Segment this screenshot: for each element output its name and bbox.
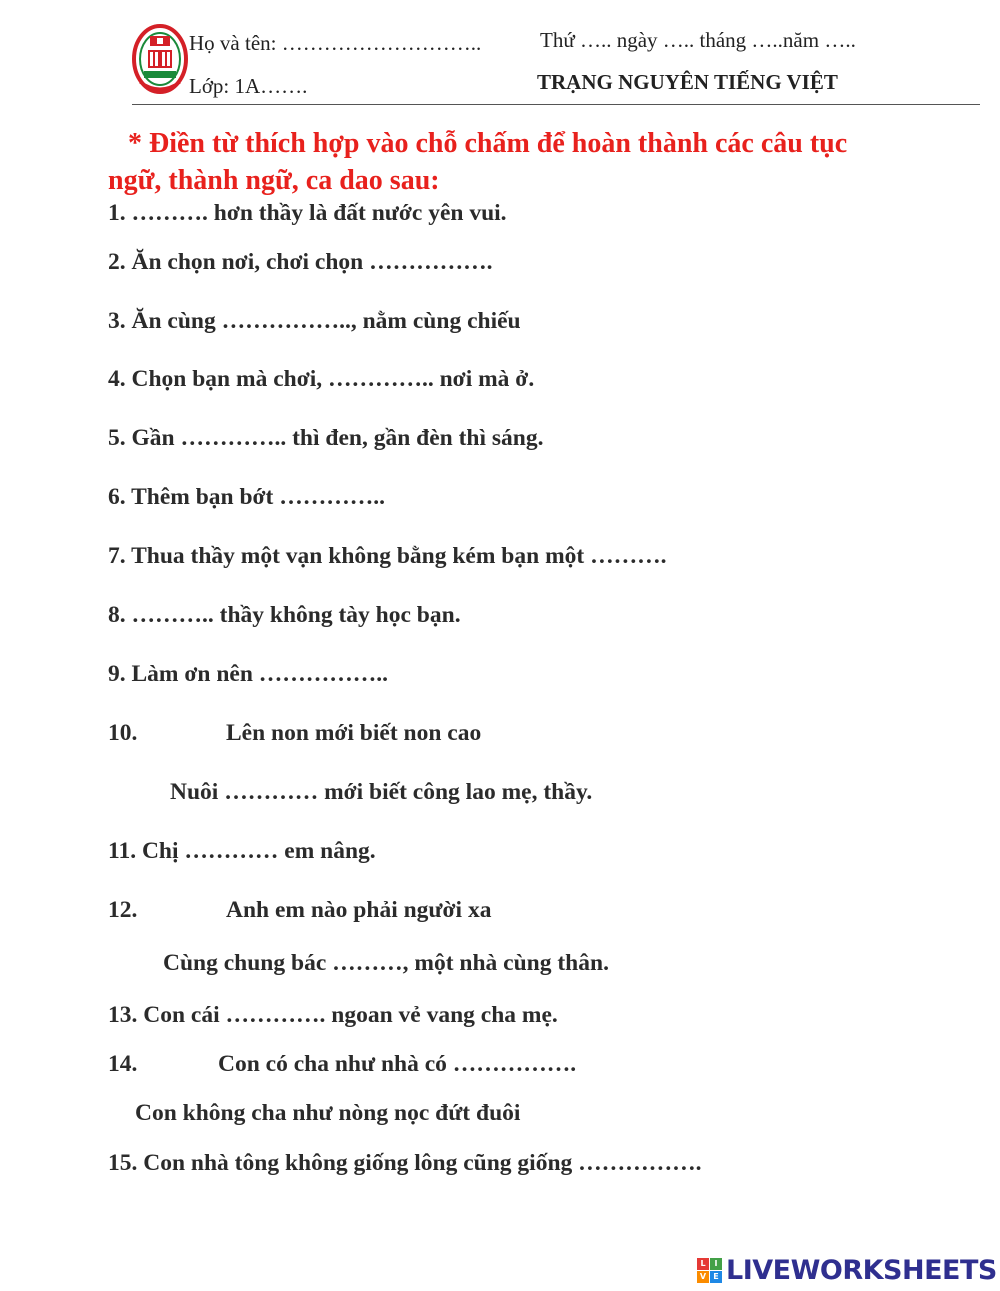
- question-14-number: 14.: [108, 1051, 138, 1077]
- date-field[interactable]: Thứ ….. ngày ….. tháng …..năm …..: [540, 28, 856, 52]
- question-14-line-a: Con có cha như nhà có …………….: [218, 1051, 577, 1077]
- question-2: 2. Ăn chọn nơi, chơi chọn …………….: [108, 249, 493, 275]
- question-10-line-b: Nuôi ………… mới biết công lao mẹ, thầy.: [170, 779, 593, 805]
- liveworksheets-logo-icon: [697, 1258, 722, 1283]
- brand-name: LIVEWORKSHEETS: [726, 1254, 997, 1286]
- question-10-number: 10.: [108, 720, 138, 746]
- worksheet-title: TRẠNG NGUYÊN TIẾNG VIỆT: [537, 70, 838, 94]
- instruction-line-1: * Điền từ thích hợp vào chỗ chấm để hoàn thành các câu tục: [128, 128, 848, 159]
- logo-letter-v: V: [697, 1271, 709, 1283]
- question-4: 4. Chọn bạn mà chơi, ………….. nơi mà ở.: [108, 366, 535, 392]
- student-name-field[interactable]: Họ và tên: ………………………..: [189, 31, 482, 55]
- logo-letter-e: E: [710, 1271, 722, 1283]
- question-12-line-a: Anh em nào phải người xa: [226, 897, 492, 923]
- instruction-line-2: ngữ, thành ngữ, ca dao sau:: [108, 165, 440, 196]
- logo-letter-i: I: [710, 1258, 722, 1270]
- question-6: 6. Thêm bạn bớt …………..: [108, 484, 385, 510]
- question-12-line-b: Cùng chung bác ………, một nhà cùng thân.: [163, 950, 609, 976]
- question-5: 5. Gần ………….. thì đen, gần đèn thì sáng.: [108, 425, 544, 451]
- question-15: 15. Con nhà tông không giống lông cũng giống …………….: [108, 1150, 702, 1176]
- question-10-line-a: Lên non mới biết non cao: [226, 720, 482, 746]
- question-1: 1. ………. hơn thầy là đất nước yên vui.: [108, 200, 507, 226]
- question-13: 13. Con cái …………. ngoan vẻ vang cha mẹ.: [108, 1002, 558, 1028]
- question-9: 9. Làm ơn nên ……………..: [108, 661, 389, 687]
- class-field[interactable]: Lớp: 1A…….: [189, 74, 308, 98]
- header-divider: [132, 104, 980, 105]
- question-3: 3. Ăn cùng …………….., nằm cùng chiếu: [108, 308, 521, 334]
- school-emblem-icon: [132, 24, 188, 94]
- school-logo: [132, 24, 188, 94]
- question-14-line-b: Con không cha như nòng nọc đứt đuôi: [135, 1100, 521, 1126]
- question-11: 11. Chị ………… em nâng.: [108, 838, 376, 864]
- logo-letter-l: L: [697, 1258, 709, 1270]
- liveworksheets-brand[interactable]: [697, 1254, 997, 1286]
- question-8: 8. ……….. thầy không tày học bạn.: [108, 602, 461, 628]
- question-12-number: 12.: [108, 897, 138, 923]
- question-7: 7. Thua thầy một vạn không bằng kém bạn một ……….: [108, 543, 667, 569]
